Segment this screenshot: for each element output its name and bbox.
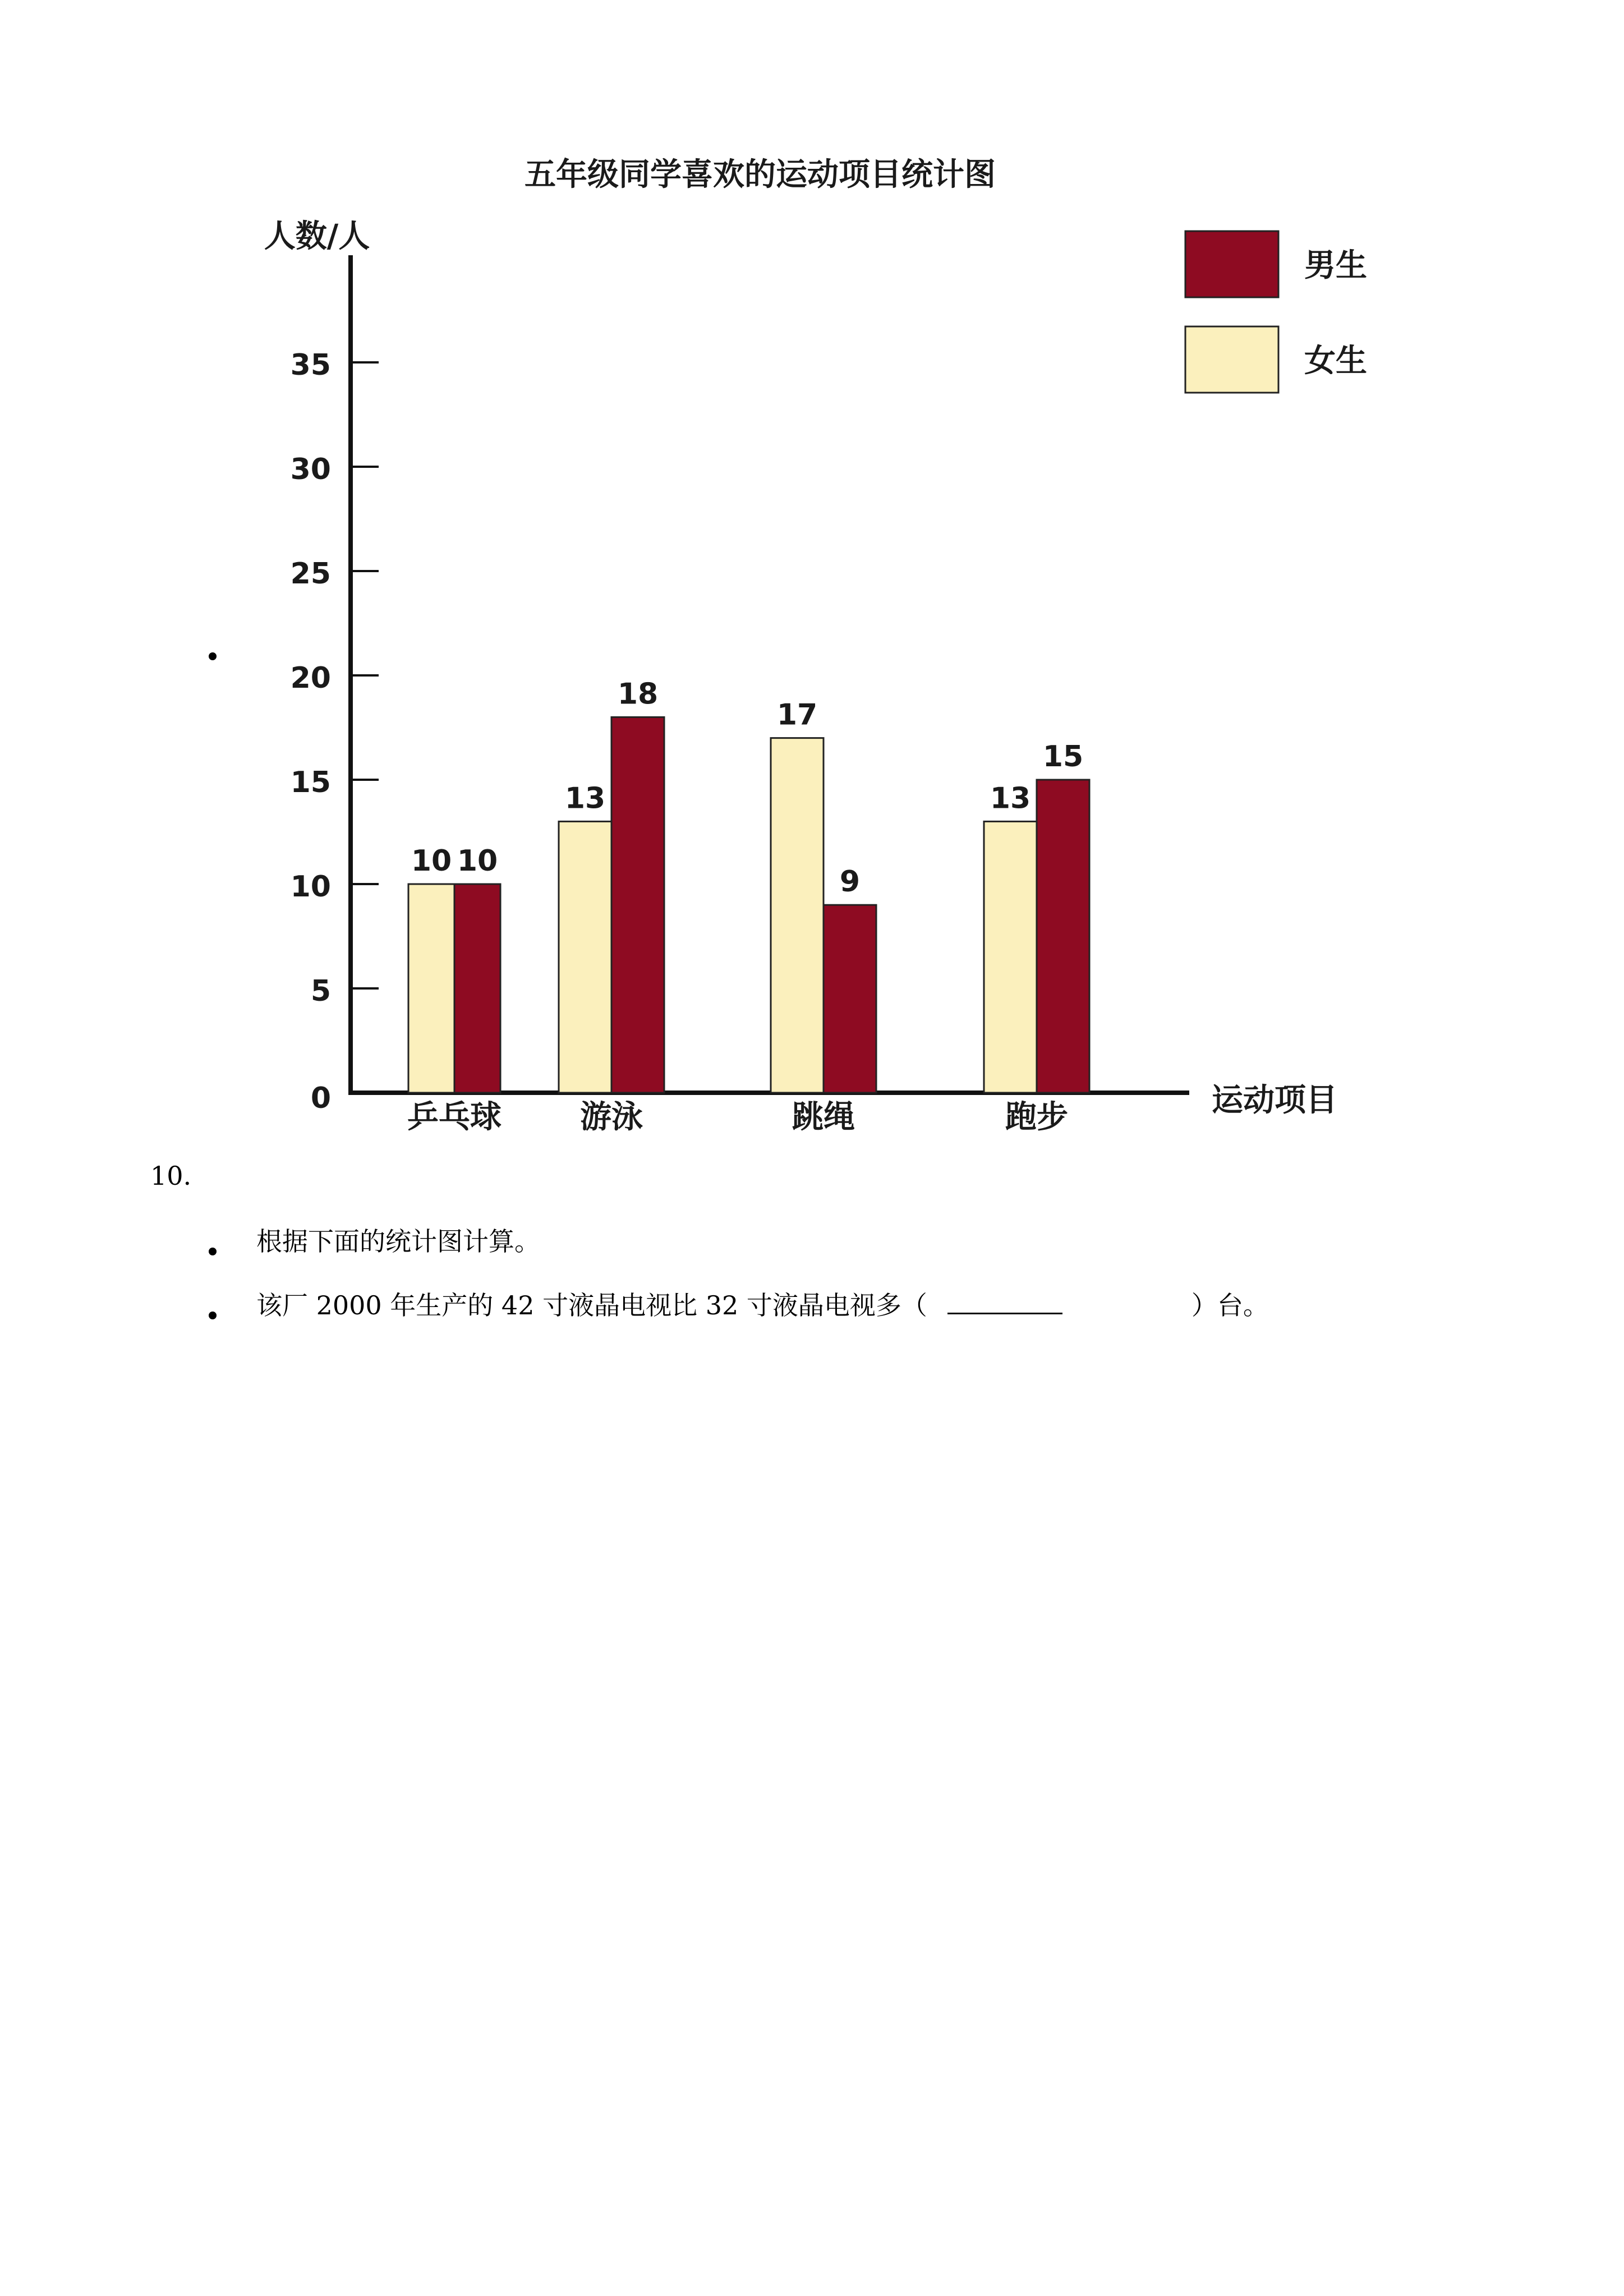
x-tick-label: 跳绳 (792, 1099, 855, 1135)
bullet-marker (209, 652, 217, 660)
bar-value-label: 10 (457, 844, 498, 878)
bar-girls-1 (559, 821, 611, 1093)
legend (1185, 231, 1367, 393)
legend-label: 男生 (1304, 247, 1367, 284)
answer-blank[interactable] (947, 1294, 1062, 1314)
question-text-before: 该厂 2000 年生产的 42 寸液晶电视比 32 寸液晶电视多（ (256, 1290, 927, 1320)
bullet-marker (209, 1312, 217, 1319)
y-tick-label: 30 (290, 453, 331, 486)
bar-value-label: 17 (776, 698, 818, 732)
y-tick-label: 25 (290, 557, 331, 591)
legend-swatch (1185, 231, 1278, 297)
bar-value-label: 10 (411, 844, 452, 878)
x-tick-label: 游泳 (580, 1099, 643, 1135)
legend-label: 女生 (1304, 343, 1367, 379)
x-axis-label: 运动项目 (1212, 1082, 1337, 1119)
y-tick-label: 0 (310, 1082, 331, 1115)
legend-swatch (1185, 326, 1278, 393)
question-text (256, 1292, 1269, 1318)
y-tick-label: 20 (290, 661, 331, 695)
y-tick-label: 10 (290, 870, 331, 904)
x-tick-label: 跑步 (1005, 1099, 1068, 1135)
bar-boys-2 (823, 905, 876, 1093)
bar-value-label: 13 (564, 781, 606, 816)
question-number: 10. (150, 1161, 192, 1191)
bar-value-label: 9 (839, 865, 861, 899)
bar-value-label: 18 (617, 677, 659, 711)
bar-value-label: 13 (990, 781, 1031, 816)
y-tick-label: 5 (310, 974, 331, 1008)
bar-value-label: 15 (1042, 740, 1084, 774)
bar-boys-0 (454, 884, 500, 1093)
question-text-after: ）台。 (1191, 1290, 1269, 1320)
chart-title: 五年级同学喜欢的运动项目统计图 (525, 157, 996, 193)
x-tick-label: 乒乓球 (407, 1099, 502, 1135)
instruction-text: 根据下面的统计图计算。 (256, 1226, 540, 1257)
bar-girls-3 (984, 821, 1037, 1093)
bar-girls-2 (771, 738, 823, 1093)
y-tick-label: 15 (290, 766, 331, 799)
y-tick-label: 35 (290, 348, 331, 382)
bullet-marker (209, 1248, 217, 1255)
bar-boys-3 (1037, 780, 1089, 1093)
bar-girls-0 (408, 884, 454, 1093)
bar-boys-1 (611, 717, 664, 1093)
y-axis-label: 人数/人 (264, 218, 370, 255)
